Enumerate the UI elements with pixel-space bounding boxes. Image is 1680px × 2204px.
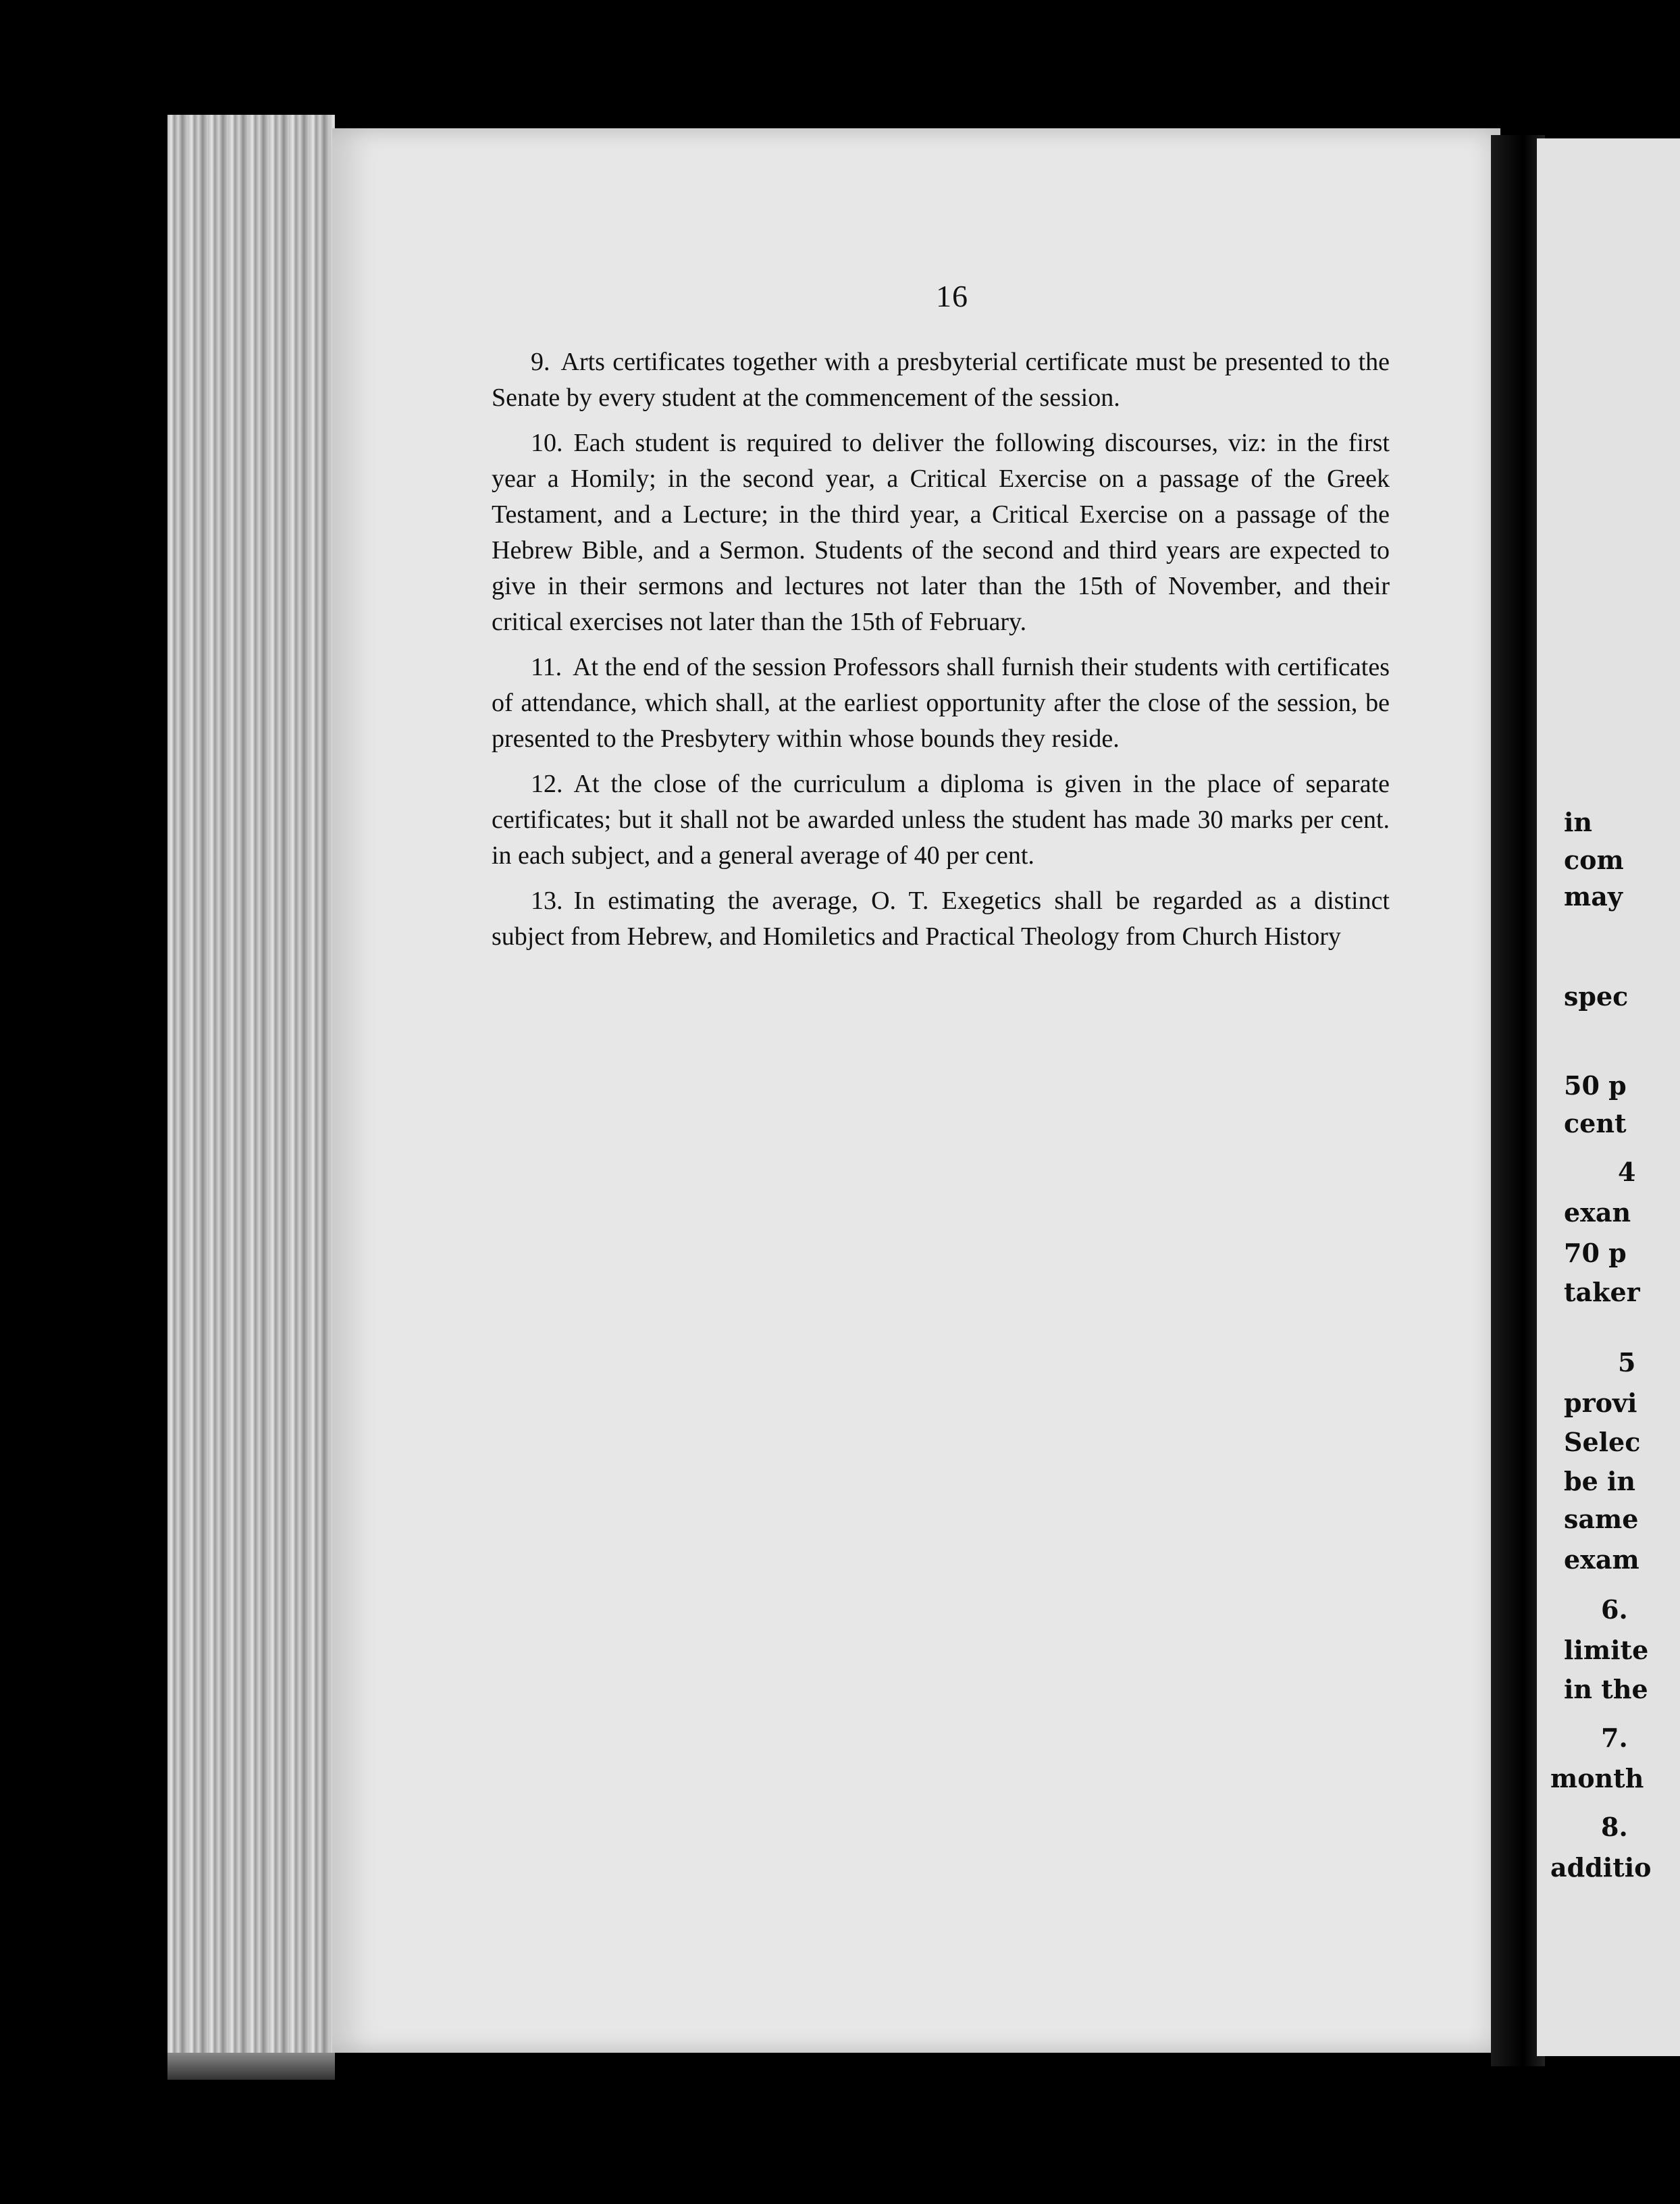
- paragraph-13: [492, 883, 1390, 955]
- right-page-fragment: exam: [1564, 1544, 1639, 1575]
- right-page-fragment: 4: [1618, 1157, 1636, 1187]
- paragraph-text: At the close of the curriculum a diploma is given in the place of separate certificates; but it shall not be awarded unless the student has made 30 marks per cent. in each subject, and a general average of 40 per cent.: [492, 770, 1390, 870]
- paragraph-number: 10.: [531, 429, 563, 457]
- right-page-fragment: same: [1564, 1504, 1639, 1534]
- page-body: [492, 344, 1390, 964]
- paragraph-11: [492, 650, 1390, 757]
- right-page-fragment: com: [1564, 845, 1624, 875]
- paragraph-text: At the end of the session Professors shall furnish their students with certificates of attendance, which shall, at the earliest opportunity after the close of the session, be presented to the Presbytery within whose bounds they reside.: [492, 653, 1390, 753]
- right-page-fragment: month: [1550, 1763, 1644, 1793]
- right-page-fragment: be in: [1564, 1466, 1636, 1496]
- paragraph-9: [492, 344, 1390, 416]
- paragraph-10: [492, 425, 1390, 640]
- right-page-fragment: 5: [1618, 1347, 1636, 1378]
- right-page-fragment: may: [1564, 881, 1623, 912]
- paragraph-number: 13.: [531, 887, 563, 915]
- right-page: [1537, 138, 1680, 2056]
- right-page-fragment: limite: [1564, 1635, 1649, 1665]
- right-page-fragment: exan: [1564, 1197, 1631, 1228]
- right-page-fragment: spec: [1564, 981, 1629, 1012]
- right-page-fragment: cent: [1564, 1108, 1627, 1138]
- paragraph-number: 11.: [531, 653, 562, 681]
- right-page-fragment: 50 p: [1564, 1070, 1627, 1101]
- right-page-fragment: Selec: [1564, 1427, 1641, 1457]
- paragraph-text: Each student is required to deliver the following discourses, viz: in the first year a Homily; in the second year, a Critical Exercise on a passage of the Greek Testament, and a Lecture; in the third year, a Critical Exercise on a passage of the Hebrew Bible, and a Sermon. Students of the second and third years are expected to give in their sermons and lectures not later than the 15th of November, and their critical exercises not later than the 15th of February.: [492, 429, 1390, 636]
- right-page-fragment: 70 p: [1564, 1238, 1627, 1268]
- paragraph-number: 9.: [531, 348, 550, 376]
- right-page-fragment: 6.: [1601, 1594, 1628, 1625]
- right-page-fragment: taker: [1564, 1277, 1640, 1307]
- right-page-fragment: 8.: [1601, 1812, 1628, 1842]
- paragraph-12: [492, 766, 1390, 874]
- paragraph-text: Arts certificates together with a presbyterial certificate must be presented to the Senate by every student at the commencement of the session.: [492, 348, 1390, 412]
- right-page-fragment: provi: [1564, 1388, 1637, 1418]
- right-page-fragment: additio: [1550, 1852, 1652, 1883]
- page-number: 16: [936, 279, 968, 313]
- right-page-fragment: in: [1564, 807, 1593, 837]
- paragraph-number: 12.: [531, 770, 563, 798]
- book-page-edges: [167, 115, 335, 2073]
- right-page-fragment: in the: [1564, 1674, 1648, 1704]
- right-page-fragment: 7.: [1601, 1723, 1628, 1753]
- paragraph-text: In estimating the average, O. T. Exegetics shall be regarded as a distinct subject from Hebrew, and Homiletics and Practical Theology from Church History: [492, 887, 1390, 951]
- book-edge-shadow: [167, 2053, 335, 2080]
